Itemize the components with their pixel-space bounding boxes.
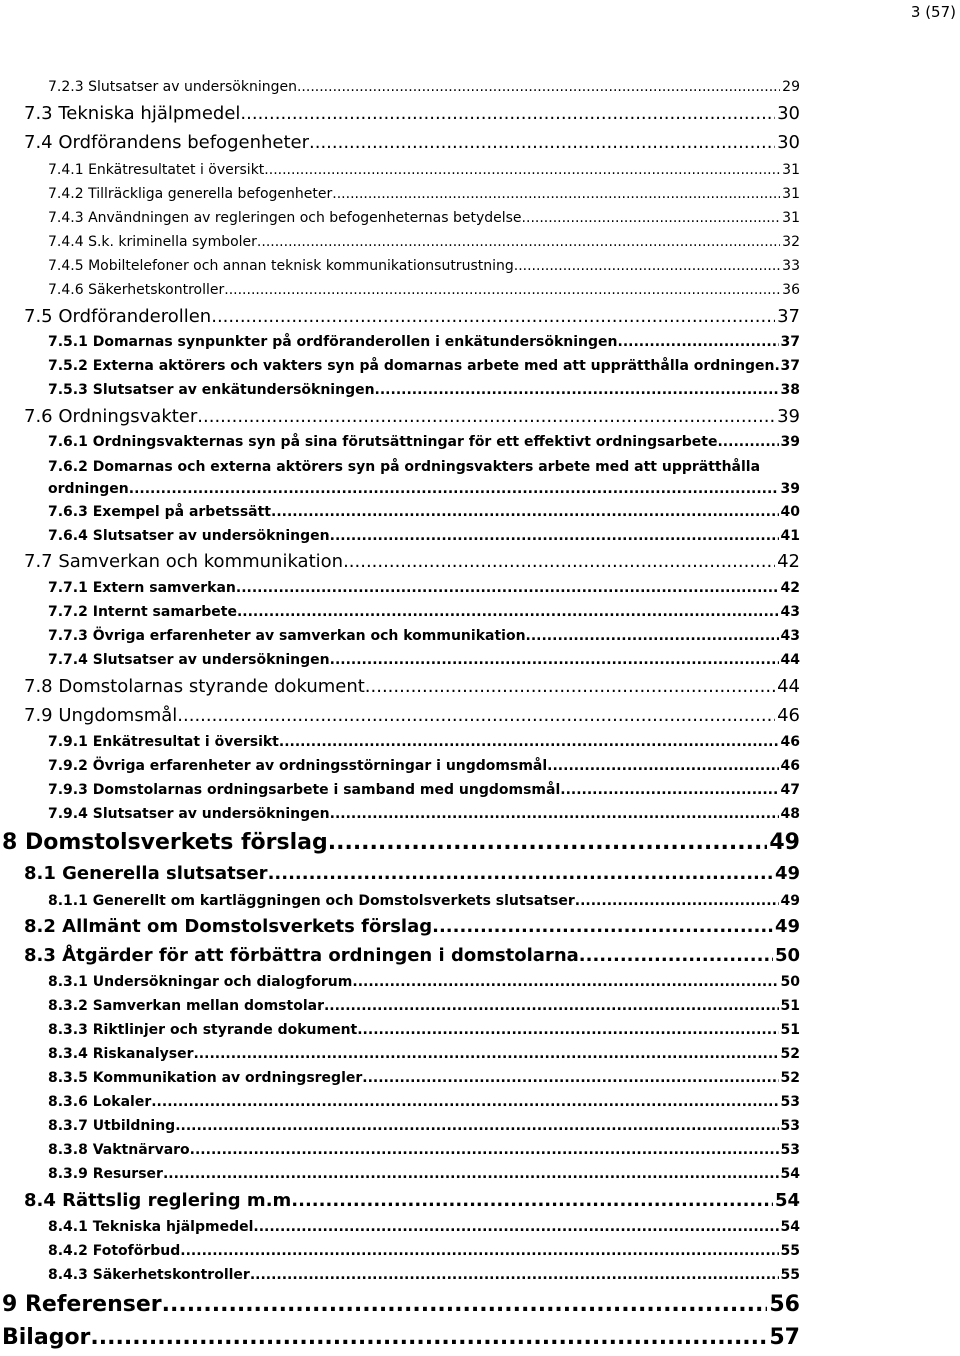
toc-entry-page: 49 xyxy=(769,830,800,855)
toc-entry-label: 7.4.5 Mobiltelefoner och annan teknisk kommunikationsutrustning xyxy=(48,258,514,274)
toc-entry-page: 37 xyxy=(780,334,800,350)
toc-entry-page: 32 xyxy=(782,234,800,250)
toc-entry-label: 7.6.3 Exempel på arbetssätt xyxy=(48,504,272,520)
toc-entry-label: 8.3.5 Kommunikation av ordningsregler xyxy=(48,1070,363,1086)
toc-leader-dots xyxy=(90,1325,767,1350)
toc-entry-page: 37 xyxy=(777,306,800,327)
toc-entry-8-3-8[interactable] xyxy=(48,1142,800,1158)
toc-entry-page: 42 xyxy=(777,551,800,572)
toc-entry-label: ordningen xyxy=(48,481,129,497)
page-number: 3 (57) xyxy=(910,3,956,21)
toc-leader-dots xyxy=(522,210,781,226)
toc-entry-page: 31 xyxy=(782,210,800,226)
toc-entry-label: 7.7.4 Slutsatser av undersökningen xyxy=(48,652,330,668)
toc-entry-page: 49 xyxy=(780,893,800,909)
toc-entry-label: 8.3.7 Utbildning xyxy=(48,1118,176,1134)
toc-entry-7-7-2[interactable] xyxy=(48,604,800,620)
toc-entry-page: 51 xyxy=(780,1022,800,1038)
toc-entry-page: 49 xyxy=(774,863,800,884)
toc-leader-dots xyxy=(236,580,779,596)
toc-entry-7-8[interactable] xyxy=(24,676,800,697)
toc-entry-label: 7.6 Ordningsvakter xyxy=(24,406,198,427)
toc-entry-8-4-1[interactable] xyxy=(48,1219,800,1235)
toc-entry-7-9-3[interactable] xyxy=(48,782,800,798)
toc-entry-page: 29 xyxy=(782,79,800,95)
toc-entry-8-3-6[interactable] xyxy=(48,1094,800,1110)
toc-entry-page: 53 xyxy=(780,1142,800,1158)
toc-entry-bilagor[interactable] xyxy=(2,1325,800,1350)
toc-leader-dots xyxy=(618,334,779,350)
toc-entry-7-5-2[interactable] xyxy=(48,358,800,374)
toc-entry-label: 8.4.3 Säkerhetskontroller xyxy=(48,1267,250,1283)
toc-entry-label: 7.7.3 Övriga erfarenheter av samverkan och kommunikation xyxy=(48,628,526,644)
toc-leader-dots xyxy=(190,1142,779,1158)
toc-entry-7-6[interactable] xyxy=(24,406,800,427)
toc-entry-7-2-3[interactable] xyxy=(48,79,800,95)
toc-entry-8-3-2[interactable] xyxy=(48,998,800,1014)
toc-entry-7-6-3[interactable] xyxy=(48,504,800,520)
toc-entry-label: 7.4.4 S.k. kriminella symboler xyxy=(48,234,257,250)
toc-entry-label: 8.1 Generella slutsatser xyxy=(24,863,268,884)
toc-entry-label: 8.3.3 Riktlinjer och styrande dokument xyxy=(48,1022,358,1038)
toc-entry-7-5-3[interactable] xyxy=(48,382,800,398)
toc-leader-dots xyxy=(579,945,773,966)
toc-leader-dots xyxy=(271,504,779,520)
toc-entry-label: 7.5 Ordföranderollen xyxy=(24,306,212,327)
toc-leader-dots xyxy=(343,551,775,572)
toc-entry-7-4[interactable] xyxy=(24,132,800,153)
toc-entry-7-4-3[interactable] xyxy=(48,210,800,226)
toc-leader-dots xyxy=(237,604,779,620)
toc-entry-page: 33 xyxy=(782,258,800,274)
toc-entry-label: 7.5.3 Slutsatser av enkätundersökningen xyxy=(48,382,375,398)
toc-leader-dots xyxy=(330,806,779,822)
toc-entry-7-4-4[interactable] xyxy=(48,234,800,250)
toc-leader-dots xyxy=(365,676,775,697)
toc-entry-page: 46 xyxy=(780,734,800,750)
toc-leader-dots xyxy=(264,162,780,178)
toc-entry-page: 50 xyxy=(774,945,800,966)
toc-entry-page: 41 xyxy=(780,528,800,544)
toc-entry-label: 7.6.1 Ordningsvakternas syn på sina förutsättningar för ett effektivt ordningsarbete xyxy=(48,434,718,450)
toc-leader-dots xyxy=(177,705,775,726)
toc-entry-page: 54 xyxy=(780,1219,800,1235)
toc-entry-label: 7.9.2 Övriga erfarenheter av ordningsstörningar i ungdomsmål xyxy=(48,758,548,774)
toc-entry-page: 57 xyxy=(769,1325,800,1350)
toc-entry-label: 9 Referenser xyxy=(2,1292,162,1317)
toc-entry-page: 38 xyxy=(780,382,800,398)
toc-entry-7-7-1[interactable] xyxy=(48,580,800,596)
toc-entry-8-1-1[interactable] xyxy=(48,893,800,909)
toc-entry-label: 8.4 Rättslig reglering m.m. xyxy=(24,1190,299,1211)
toc-entry-8-2[interactable] xyxy=(24,916,800,937)
toc-entry-7-7-3[interactable] xyxy=(48,628,800,644)
toc-entry-label: 7.9.4 Slutsatser av undersökningen xyxy=(48,806,330,822)
toc-entry-label: 7.4.3 Användningen av regleringen och befogenheternas betydelse xyxy=(48,210,522,226)
toc-leader-dots xyxy=(352,974,778,990)
toc-entry-label: 7.7.2 Internt samarbete xyxy=(48,604,237,620)
toc-entry-label: 7.7 Samverkan och kommunikation xyxy=(24,551,344,572)
toc-entry-label: 8.4.1 Tekniska hjälpmedel xyxy=(48,1219,254,1235)
toc-entry-label: Bilagor xyxy=(2,1325,91,1350)
toc-entry-page: 53 xyxy=(780,1094,800,1110)
toc-entry-page: 54 xyxy=(774,1190,800,1211)
toc-entry-page: 47 xyxy=(780,782,800,798)
toc-entry-8-4-2[interactable] xyxy=(48,1243,800,1259)
toc-leader-dots xyxy=(257,234,780,250)
toc-entry-8-1[interactable] xyxy=(24,863,800,884)
toc-entry-label: 8 Domstolsverkets förslag xyxy=(2,830,328,855)
toc-entry-label: 8.4.2 Fotoförbud xyxy=(48,1243,181,1259)
toc-leader-dots xyxy=(163,1166,779,1182)
toc-entry-label: 7.7.1 Extern samverkan xyxy=(48,580,236,596)
toc-entry-page: 48 xyxy=(780,806,800,822)
toc-leader-dots xyxy=(129,481,779,497)
toc-leader-dots xyxy=(240,103,775,124)
toc-leader-dots xyxy=(330,528,779,544)
toc-entry-8-3-7[interactable] xyxy=(48,1118,800,1134)
toc-entry-7-4-1[interactable] xyxy=(48,162,800,178)
toc-leader-dots xyxy=(268,863,773,884)
toc-entry-label: 7.6.4 Slutsatser av undersökningen xyxy=(48,528,330,544)
toc-entry-label: 8.3.4 Riskanalyser xyxy=(48,1046,194,1062)
toc-leader-dots xyxy=(279,734,779,750)
toc-leader-dots xyxy=(375,382,779,398)
toc-entry-page: 44 xyxy=(780,652,800,668)
toc-leader-dots xyxy=(151,1094,778,1110)
toc-entry-label: 7.5.2 Externa aktörers och vakters syn på domarnas arbete med att upprätthålla ordningen xyxy=(48,358,775,374)
toc-entry-7-6-1[interactable] xyxy=(48,434,800,450)
toc-leader-dots xyxy=(362,1070,778,1086)
toc-entry-8-3-4[interactable] xyxy=(48,1046,800,1062)
toc-entry-8-3-3[interactable] xyxy=(48,1022,800,1038)
toc-entry-page: 43 xyxy=(780,628,800,644)
toc-leader-dots xyxy=(175,1118,778,1134)
toc-leader-dots xyxy=(514,258,780,274)
toc-entry-page: 54 xyxy=(780,1166,800,1182)
toc-entry-page: 43 xyxy=(780,604,800,620)
toc-leader-dots xyxy=(324,998,779,1014)
toc-entry-label: 7.9.1 Enkätresultat i översikt xyxy=(48,734,279,750)
toc-entry-9[interactable] xyxy=(2,1292,800,1317)
toc-leader-dots xyxy=(332,186,780,202)
toc-entry-label: 7.4 Ordförandens befogenheter xyxy=(24,132,309,153)
toc-entry-page: 39 xyxy=(780,434,800,450)
toc-entry-7-3[interactable] xyxy=(24,103,800,124)
toc-leader-dots xyxy=(717,434,778,450)
toc-leader-dots xyxy=(180,1243,778,1259)
toc-leader-dots xyxy=(330,652,779,668)
toc-leader-dots xyxy=(224,282,780,298)
toc-entry-page: 40 xyxy=(780,504,800,520)
toc-leader-dots xyxy=(432,916,773,937)
toc-leader-dots xyxy=(197,406,775,427)
toc-entry-page: 39 xyxy=(780,481,800,497)
toc-entry-7-4-6[interactable] xyxy=(48,282,800,298)
toc-entry-label: 7.4.1 Enkätresultatet i översikt xyxy=(48,162,265,178)
toc-entry-page: 46 xyxy=(780,758,800,774)
toc-entry-page: 31 xyxy=(782,186,800,202)
toc-entry-label: 8.3.2 Samverkan mellan domstolar xyxy=(48,998,324,1014)
toc-entry-page: 30 xyxy=(777,103,800,124)
toc-entry-label: 7.2.3 Slutsatser av undersökningen xyxy=(48,79,297,95)
toc-entry-page: 39 xyxy=(777,406,800,427)
toc-leader-dots xyxy=(297,79,780,95)
toc-entry-page: 49 xyxy=(774,916,800,937)
toc-entry-label: 7.5.1 Domarnas synpunkter på ordföranderollen i enkätundersökningen xyxy=(48,334,618,350)
toc-entry-label: 7.9 Ungdomsmål xyxy=(24,705,178,726)
toc-entry-label: 7.3 Tekniska hjälpmedel xyxy=(24,103,241,124)
toc-entry-page: 55 xyxy=(780,1267,800,1283)
toc-entry-page: 46 xyxy=(777,705,800,726)
toc-entry-7-7-4[interactable] xyxy=(48,652,800,668)
toc-entry-7-9[interactable] xyxy=(24,705,800,726)
toc-entry-label: 8.3.8 Vaktnärvaro xyxy=(48,1142,190,1158)
toc-entry-page: 42 xyxy=(780,580,800,596)
toc-entry-7-9-1[interactable] xyxy=(48,734,800,750)
toc-entry-page: 52 xyxy=(780,1046,800,1062)
toc-entry-label: 8.3.1 Undersökningar och dialogforum xyxy=(48,974,353,990)
toc-entry-page: 51 xyxy=(780,998,800,1014)
toc-leader-dots xyxy=(547,758,778,774)
toc-entry-7-5-1[interactable] xyxy=(48,334,800,350)
toc-leader-dots xyxy=(162,1292,768,1317)
toc-entry-page: 36 xyxy=(782,282,800,298)
toc-entry-label: 7.4.6 Säkerhetskontroller xyxy=(48,282,225,298)
toc-leader-dots xyxy=(250,1267,779,1283)
toc-entry-page: 55 xyxy=(780,1243,800,1259)
toc-leader-dots xyxy=(298,1190,773,1211)
toc-entry-label: 8.1.1 Generellt om kartläggningen och Domstolsverkets slutsatser xyxy=(48,893,575,909)
toc-entry-8[interactable] xyxy=(2,830,800,855)
toc-entry-7-6-4[interactable] xyxy=(48,528,800,544)
toc-entry-7-6-2[interactable] xyxy=(48,481,800,497)
toc-entry-7-4-2[interactable] xyxy=(48,186,800,202)
toc-entry-label: 7.9.3 Domstolarnas ordningsarbete i samband med ungdomsmål xyxy=(48,782,561,798)
toc-entry-page: 37 xyxy=(780,358,800,374)
toc-leader-dots xyxy=(211,306,775,327)
toc-entry-label: 7.4.2 Tillräckliga generella befogenheter xyxy=(48,186,333,202)
toc-entry-8-3-5[interactable] xyxy=(48,1070,800,1086)
toc-entry-7-9-4[interactable] xyxy=(48,806,800,822)
toc-entry-8-3-9[interactable] xyxy=(48,1166,800,1182)
toc-entry-page: 30 xyxy=(777,132,800,153)
toc-entry-page: 50 xyxy=(780,974,800,990)
toc-entry-label: 8.3 Åtgärder för att förbättra ordningen i domstolarna xyxy=(24,945,579,966)
toc-leader-dots xyxy=(575,893,779,909)
toc-entry-label: 7.8 Domstolarnas styrande dokument xyxy=(24,676,365,697)
toc-leader-dots xyxy=(560,782,778,798)
toc-entry-8-4-3[interactable] xyxy=(48,1267,800,1283)
toc-entry-page: 44 xyxy=(777,676,800,697)
toc-entry-8-4[interactable] xyxy=(24,1190,800,1211)
toc-leader-dots xyxy=(526,628,779,644)
toc-entry-7-5[interactable] xyxy=(24,306,800,327)
toc-entry-8-3[interactable] xyxy=(24,945,800,966)
toc-entry-label: 8.3.6 Lokaler xyxy=(48,1094,152,1110)
toc-entry-8-3-1[interactable] xyxy=(48,974,800,990)
toc-entry-page: 31 xyxy=(782,162,800,178)
toc-leader-dots xyxy=(328,830,768,855)
toc-entry-page: 56 xyxy=(769,1292,800,1317)
toc-leader-dots xyxy=(309,132,775,153)
toc-entry-label: 8.2 Allmänt om Domstolsverkets förslag xyxy=(24,916,433,937)
toc-entry-7-4-5[interactable] xyxy=(48,258,800,274)
toc-leader-dots xyxy=(193,1046,778,1062)
toc-leader-dots xyxy=(357,1022,778,1038)
toc-entry-7-7[interactable] xyxy=(24,551,800,572)
toc-entry-page: 53 xyxy=(780,1118,800,1134)
toc-entry-page: 52 xyxy=(780,1070,800,1086)
toc-entry-7-9-2[interactable] xyxy=(48,758,800,774)
toc-entry-7-6-2-line1: 7.6.2 Domarnas och externa aktörers syn på ordningsvakters arbete med att upprätthålla xyxy=(48,459,761,475)
toc-leader-dots xyxy=(253,1219,778,1235)
toc-entry-label: 8.3.9 Resurser xyxy=(48,1166,163,1182)
